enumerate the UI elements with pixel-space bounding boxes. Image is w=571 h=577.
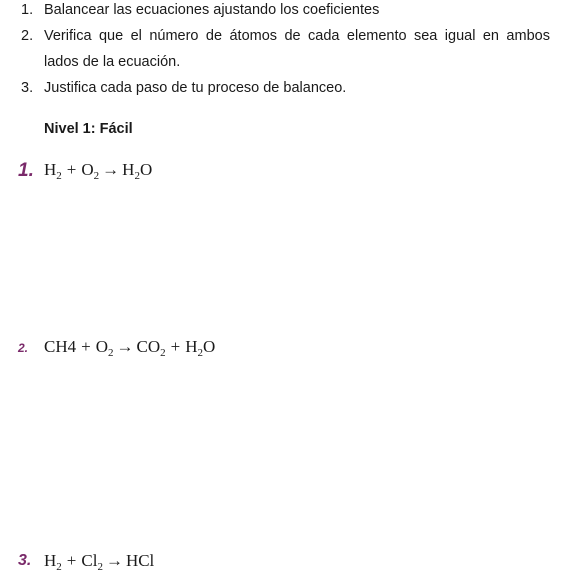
product-term: HCl (125, 551, 155, 570)
instruction-number: 2. (21, 28, 34, 44)
instruction-number: 1. (21, 2, 34, 18)
instruction-text: Balancear las ecuaciones ajustando los coeficientes (44, 2, 380, 18)
instruction-word: número (149, 28, 199, 44)
chemical-equation (44, 551, 154, 571)
arrow-icon: → (105, 551, 123, 570)
instruction-word: átomos (229, 28, 278, 44)
product-term: $CO_2$ (136, 337, 166, 359)
reactant-term: $H_2$ (44, 160, 62, 182)
instruction-word: Verifica (44, 28, 92, 44)
exercise-number: 2. (18, 341, 29, 355)
reactant-term: CH4 (44, 337, 77, 356)
instruction-word: que (98, 28, 124, 44)
exercise-2 (0, 337, 571, 363)
chemical-equation (44, 160, 152, 180)
instruction-word: cada (308, 28, 340, 44)
instruction-text: Justifica cada paso de tu proceso de balanceo. (44, 80, 347, 96)
plus-sign: + (81, 337, 91, 356)
arrow-icon: → (116, 337, 134, 356)
instruction-number: 3. (21, 80, 34, 96)
plus-sign: + (170, 337, 181, 356)
product-term: $H_2O$ (122, 160, 153, 182)
instruction-word: el (130, 28, 142, 44)
instruction-word: elemento (346, 28, 407, 44)
instruction-word: sea (413, 28, 438, 44)
reactant-term: $Cl_2$ (81, 551, 103, 573)
instruction-text: lados de la ecuación. (44, 54, 181, 70)
arrow-icon: → (102, 160, 120, 179)
product-term: $H_2O$ (185, 337, 216, 359)
plus-sign: + (66, 551, 77, 570)
chemical-equation (44, 337, 215, 357)
exercise-number: 1. (18, 160, 34, 181)
instruction-word: de (284, 28, 301, 44)
reactant-term: $O_2$ (95, 337, 114, 359)
reactant-term: $O_2$ (81, 160, 100, 182)
reactant-term: $H_2$ (44, 551, 62, 573)
instruction-text (44, 26, 550, 46)
plus-sign: + (66, 160, 77, 179)
instruction-word: igual (444, 28, 476, 44)
exercise-number: 3. (18, 552, 32, 569)
exercise-3 (0, 551, 571, 577)
level-title: Nivel 1: Fácil (44, 121, 133, 137)
instruction-word: ambos (506, 28, 550, 44)
instruction-word: de (205, 28, 223, 44)
exercise-1 (0, 160, 571, 186)
instruction-word: en (482, 28, 499, 44)
